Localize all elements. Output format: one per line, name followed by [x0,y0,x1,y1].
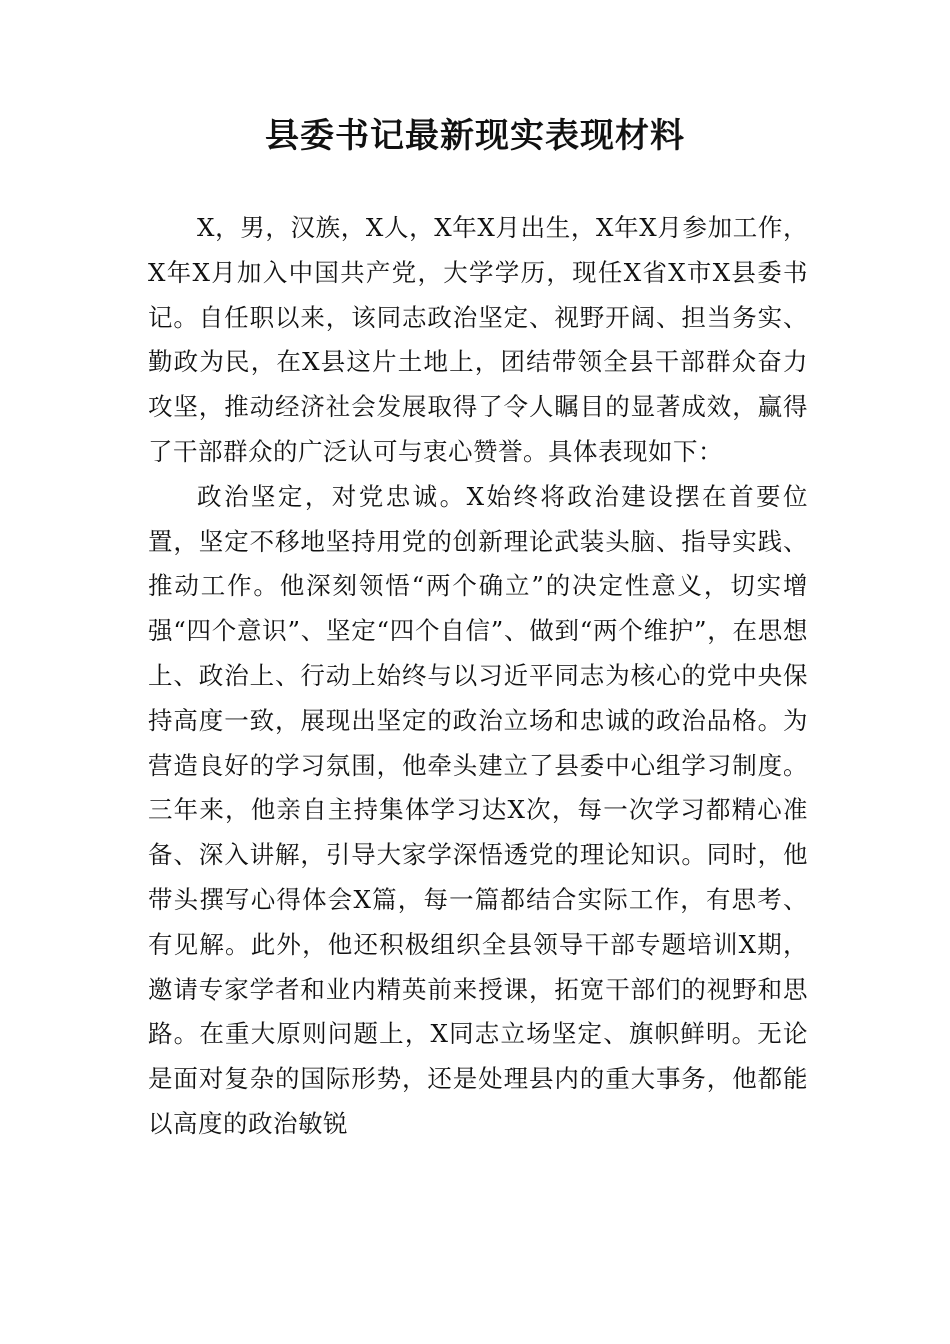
document-body [148,206,808,1147]
paragraph-basic-info: X，男，汉族，X人，X年X月出生，X年X月参加工作，X年X月加入中国共产党，大学学历，现任X省X市X县委书记。自任职以来，该同志政治坚定、视野开阔、担当务实、勤政为民，在X县这片土地上，团结带领全县干部群众奋力攻坚，推动经济社会发展取得了令人瞩目的显著成效，赢得了干部群众的广泛认可与衷心赞誉。具体表现如下： [148,213,808,466]
document-title: 县委书记最新现实表现材料 [265,116,685,156]
paragraph-political-loyalty: 政治坚定，对党忠诚。X始终将政治建设摆在首要位置，坚定不移地坚持用党的创新理论武装头脑、指导实践、推动工作。他深刻领悟“两个确立”的决定性意义，切实增强“四个意识”、坚定“四个自信”、做到“两个维护”，在思想上、政治上、行动上始终与以习近平同志为核心的党中央保持高度一致，展现出坚定的政治立场和忠诚的政治品格。为营造良好的学习氛围，他牵头建立了县委中心组学习制度。三年来，他亲自主持集体学习达X次，每一次学习都精心准备、深入讲解，引导大家学深悟透党的理论知识。同时，他带头撰写心得体会X篇，每一篇都结合实际工作，有思考、有见解。此外，他还积极组织全县领导干部专题培训X期，邀请专家学者和业内精英前来授课，拓宽干部们的视野和思路。在重大原则问题上，X同志立场坚定、旗帜鲜明。无论是面对复杂的国际形势，还是处理县内的重大事务，他都能以高度的政治敏锐 [148,481,808,1138]
